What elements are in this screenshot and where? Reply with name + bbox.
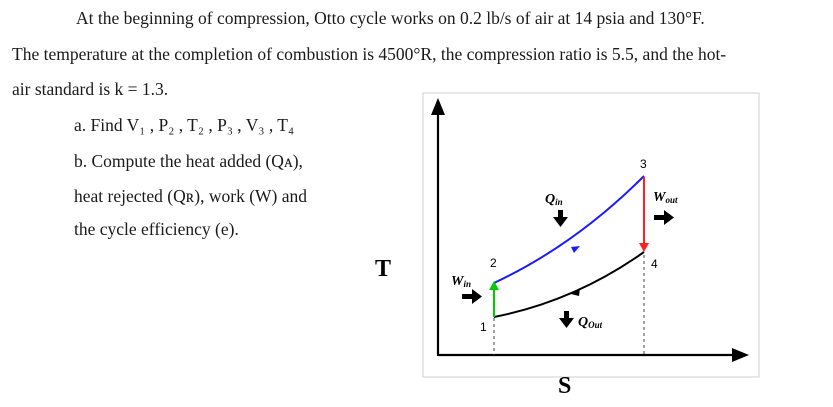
state-1-label: 1 [480, 320, 487, 334]
q-in-down-arrow-icon [553, 210, 568, 227]
state-2-label: 2 [490, 256, 497, 270]
problem-line-2: The temperature at the completion of combustion is 4500°R, the compression ratio is 5.5, and the hot- [12, 44, 727, 64]
question-c-line-2: the cycle efficiency (e). [74, 219, 239, 239]
w-in-right-arrow-icon [462, 289, 482, 304]
question-a: a. Find V₁ , P₂ , T₂ , P₃ , V₃ , T₄ [74, 115, 295, 135]
w-in-label: Win [451, 274, 471, 289]
diagram-frame [423, 93, 759, 377]
expansion-arrowhead [639, 243, 649, 252]
y-axis-arrowhead [431, 98, 445, 115]
x-axis-arrowhead [732, 348, 749, 362]
w-out-right-arrow-icon [654, 210, 674, 225]
question-c-line-1: heat rejected (Qʀ), work (W) and [74, 186, 308, 206]
problem-line-1: At the beginning of compression, Otto cycle works on 0.2 lb/s of air at 14 psia and 130°F. [76, 8, 705, 28]
q-out-down-arrow-icon [559, 311, 574, 328]
state-3-label: 3 [640, 157, 647, 171]
q-in-label: Qin [545, 192, 563, 207]
problem-line-3: air standard is k = 1.3. [12, 79, 169, 99]
question-b: b. Compute the heat added (Qᴀ), [74, 151, 303, 171]
x-axis-label: S [558, 373, 572, 399]
q-out-label: QOut [578, 315, 603, 330]
w-out-label: Wout [653, 190, 678, 205]
heat-rejection-curve [494, 252, 644, 317]
y-axis-label: T [375, 256, 392, 282]
heat-addition-arrow [571, 246, 580, 253]
state-4-label: 4 [651, 257, 658, 271]
